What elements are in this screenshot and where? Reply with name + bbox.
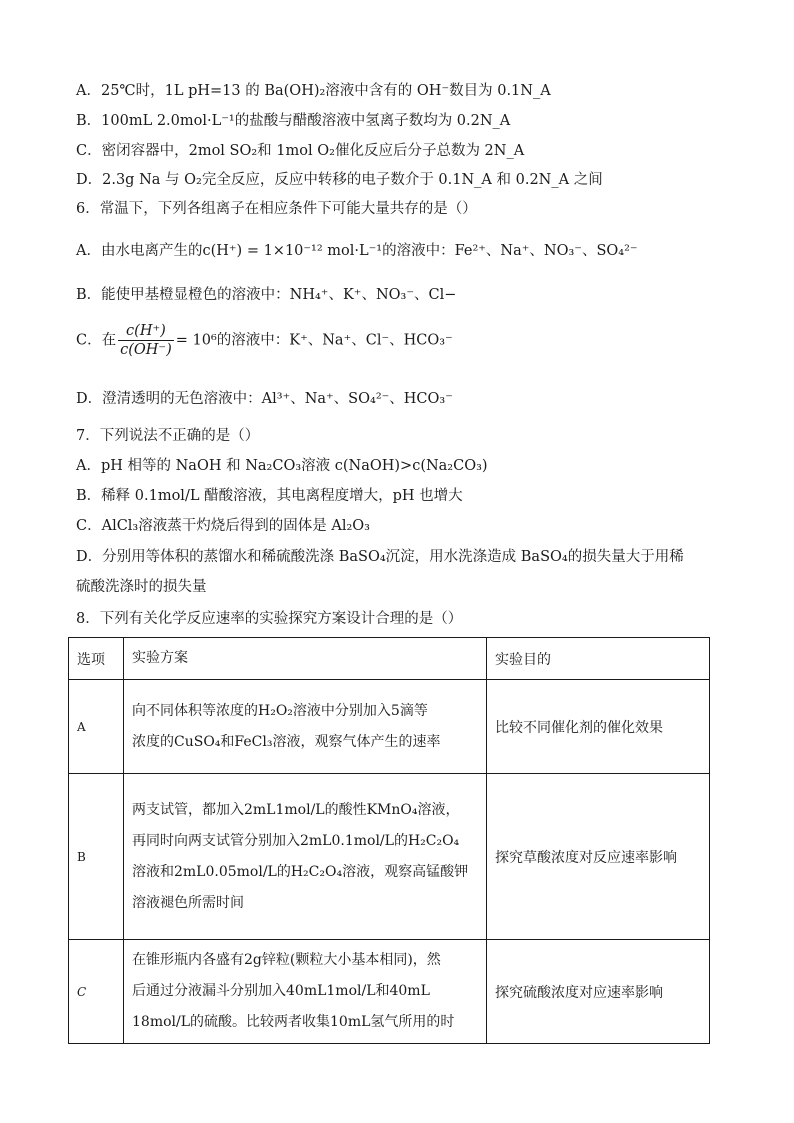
plan-line: 两支试管，都加入2mL1mol/L的酸性KMnO₄溶液， — [132, 801, 460, 818]
row-option: B — [69, 774, 124, 940]
concentration-ratio-fraction — [118, 322, 174, 359]
q6-option-c-prefix: C．在 — [76, 332, 117, 349]
q7-option-d-line2: 硫酸洗涤时的损失量 — [76, 579, 207, 595]
q7-stem: 7．下列说法不正确的是（） — [76, 428, 260, 444]
row-goal: 比较不同催化剂的催化效果 — [487, 680, 710, 774]
row-plan — [124, 774, 487, 940]
plan-line: 浓度的CuSO₄和FeCl₃溶液，观察气体产生的速率 — [132, 733, 441, 750]
q6-option-c — [76, 322, 453, 359]
plan-line: 溶液褪色所需时间 — [132, 894, 244, 911]
q6-option-d: D．澄清透明的无色溶液中：Al³⁺、Na⁺、SO₄²⁻、HCO₃⁻ — [76, 391, 453, 407]
plan-line: 再同时向两支试管分别加入2mL0.1mol/L的H₂C₂O₄ — [132, 832, 460, 849]
q5-option-c: C．密闭容器中，2mol SO₂和 1mol O₂催化反应后分子总数为 2N_A — [76, 143, 525, 159]
table-row — [69, 774, 710, 940]
fraction-denominator: c(OH⁻) — [120, 342, 172, 358]
header-goal: 实验目的 — [487, 638, 710, 680]
row-plan — [124, 940, 487, 1044]
table-header-row — [69, 638, 710, 680]
plan-line: 18mol/L的硫酸。比较两者收集10mL氢气所用的时 — [132, 1014, 455, 1030]
row-goal: 探究硫酸浓度对应速率影响 — [487, 940, 710, 1044]
q5-option-b: B．100mL 2.0mol·L⁻¹的盐酸与醋酸溶液中氢离子数均为 0.2N_A — [76, 113, 511, 129]
plan-line: 在锥形瓶内各盛有2g锌粒(颗粒大小基本相同)，然 — [132, 952, 441, 968]
plan-line: 溶液和2mL0.05mol/L的H₂C₂O₄溶液，观察高锰酸钾 — [132, 863, 469, 880]
q5-option-a: A．25℃时，1L pH=13 的 Ba(OH)₂溶液中含有的 OH⁻数目为 0.1N_A — [76, 83, 551, 99]
table-row — [69, 940, 710, 1044]
header-plan: 实验方案 — [124, 638, 487, 680]
table-row — [69, 680, 710, 774]
q6-option-c-suffix: = 10⁶的溶液中：K⁺、Na⁺、Cl⁻、HCO₃⁻ — [175, 332, 453, 349]
row-option: A — [69, 680, 124, 774]
q6-option-a: A．由水电离产生的c(H⁺) = 1×10⁻¹² mol·L⁻¹的溶液中：Fe²⁺、Na⁺、NO₃⁻、SO₄²⁻ — [76, 243, 638, 259]
plan-line: 向不同体积等浓度的H₂O₂溶液中分别加入5滴等 — [132, 702, 428, 719]
experiment-table — [68, 637, 710, 1044]
row-option: C — [69, 940, 124, 1044]
q7-option-c: C．AlCl₃溶液蒸干灼烧后得到的固体是 Al₂O₃ — [76, 518, 370, 534]
q7-option-b: B．稀释 0.1mol/L 醋酸溶液，其电离程度增大，pH 也增大 — [76, 488, 463, 504]
q7-option-a: A．pH 相等的 NaOH 和 Na₂CO₃溶液 c(NaOH)>c(Na₂CO₃) — [76, 458, 488, 474]
fraction-numerator: c(H⁺) — [118, 322, 174, 341]
row-goal: 探究草酸浓度对反应速率影响 — [487, 774, 710, 940]
plan-line: 后通过分液漏斗分别加入40mL1mol/L和40mL — [132, 983, 430, 999]
q5-option-d: D．2.3g Na 与 O₂完全反应，反应中转移的电子数介于 0.1N_A 和 0.2N_A 之间 — [76, 172, 603, 188]
row-plan — [124, 680, 487, 774]
q7-option-d-line1: D．分别用等体积的蒸馏水和稀硫酸洗涤 BaSO₄沉淀，用水洗涤造成 BaSO₄的损失量大于用稀 — [76, 549, 684, 565]
header-option: 选项 — [69, 638, 124, 680]
q8-stem: 8．下列有关化学反应速率的实验探究方案设计合理的是（） — [76, 611, 463, 627]
q6-option-b: B．能使甲基橙显橙色的溶液中：NH₄⁺、K⁺、NO₃⁻、Cl− — [76, 287, 457, 303]
q6-stem: 6．常温下，下列各组离子在相应条件下可能大量共存的是（） — [76, 201, 477, 217]
